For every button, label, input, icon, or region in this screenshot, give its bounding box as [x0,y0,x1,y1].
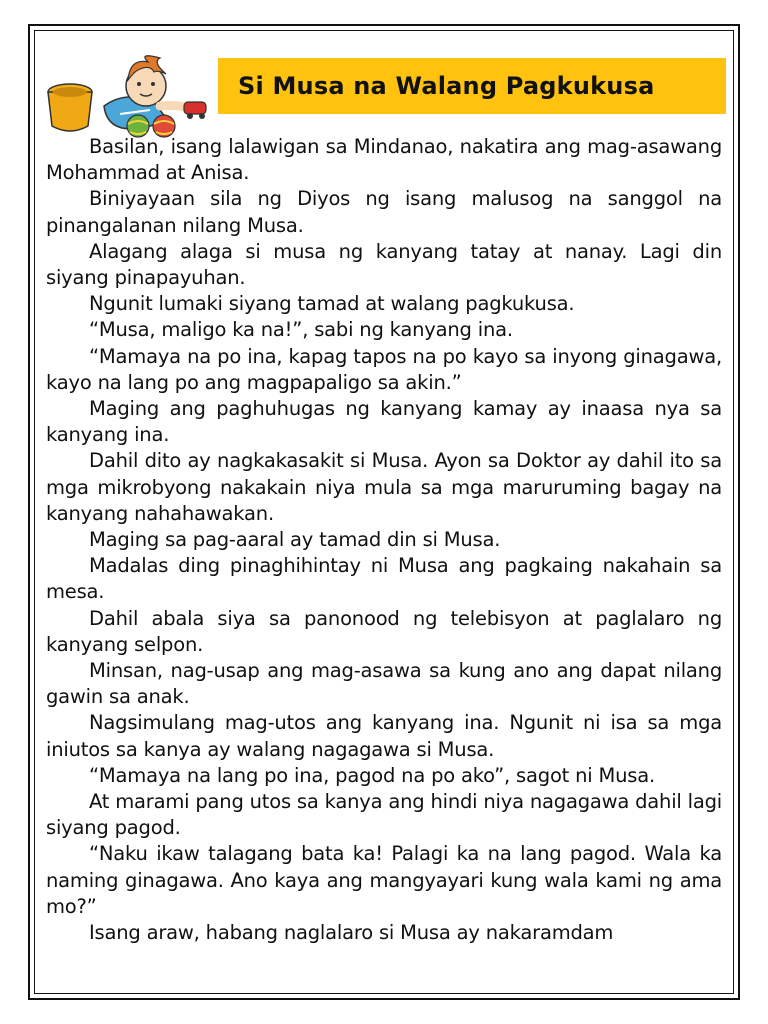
paragraph: “Mamaya na po ina, kapag tapos na po kayo sa inyong ginagawa, kayo na lang po ang magpapaligo sa akin.” [46,344,722,394]
paragraph: “Naku ikaw talagang bata ka! Palagi ka na lang pagod. Wala ka naming ginagawa. Ano kaya ang mangyayari kung wala kami ng ama mo?” [46,842,722,918]
paragraph: Minsan, nag-usap ang mag-asawa sa kung ano ang dapat nilang gawin sa anak. [46,659,722,709]
paragraph: Maging sa pag-aaral ay tamad din si Musa. [89,528,501,552]
paragraph: Dahil abala siya sa panonood ng telebisyon at paglalaro ng kanyang selpon. [46,606,722,656]
child-with-pot-and-balls-icon [42,44,222,140]
paragraph: At marami pang utos sa kanya ang hindi niya nagagawa dahil lagi siyang pagod. [46,790,722,840]
paragraph: “Mamaya na lang po ina, pagod na po ako”, sagot ni Musa. [89,763,655,787]
story-body [46,134,722,946]
paragraph: Basilan, isang lalawigan sa Mindanao, nakatira ang mag-asawang Mohammad at Anisa. [46,135,722,185]
paragraph: Isang araw, habang naglalaro si Musa ay nakaramdam [89,921,614,945]
paragraph: Nagsimulang mag-utos ang kanyang ina. Ngunit ni isa sa mga iniutos sa kanya ay walang nagagawa si Musa. [46,711,722,761]
paragraph: Madalas ding pinaghihintay ni Musa ang pagkaing nakahain sa mesa. [46,554,722,604]
paragraph: Maging ang paghuhugas ng kanyang kamay ay inaasa nya sa kanyang ina. [46,397,722,447]
title-band [218,58,726,114]
paragraph: Dahil dito ay nagkakasakit si Musa. Ayon sa Doktor ay dahil ito sa mga mikrobyong nakakain niya mula sa mga maruruming bagay na kanyang nahahawakan. [46,449,722,525]
paragraph: Alagang alaga si musa ng kanyang tatay at nanay. Lagi din siyang pinapayuhan. [46,239,722,290]
paragraph: “Musa, maligo ka na!”, sabi ng kanyang ina. [89,318,513,342]
paragraph: Ngunit lumaki siyang tamad at walang pagkukusa. [89,292,575,316]
paragraph: Biniyayaan sila ng Diyos ng isang malusog na sanggol na pinangalanan nilang Musa. [46,187,722,237]
story-title: Si Musa na Walang Pagkukusa [238,72,655,100]
